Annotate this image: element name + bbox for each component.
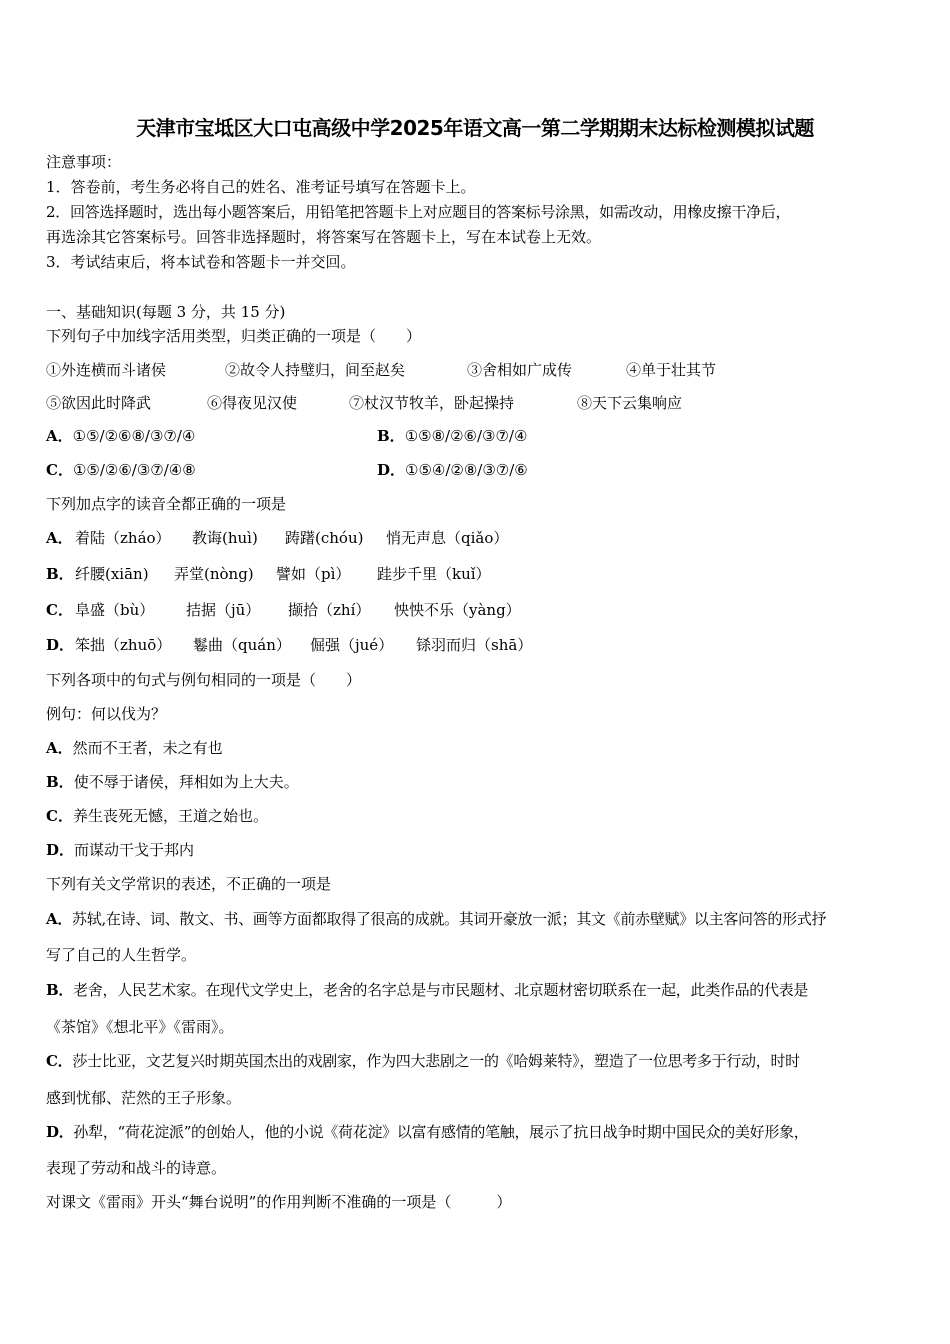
option-label: B．: [46, 981, 74, 999]
question-3-stem: 下列各项中的句式与例句相同的一项是（ ）: [46, 671, 362, 689]
q2-option-a-word: 悄无声息（qiǎo）: [386, 529, 509, 547]
option-label: B．: [46, 773, 74, 791]
notice-item-1: 1．答卷前，考生务必将自己的姓名、准考证号填写在答题卡上。: [46, 178, 476, 196]
option-label: A．: [46, 427, 73, 445]
q2-option-d-label[interactable]: D．: [46, 636, 75, 654]
notice-heading: 注意事项：: [46, 153, 122, 171]
q4-option-d-cont: 表现了劳动和战斗的诗意。: [46, 1159, 227, 1177]
q4-option-b-cont: 《茶馆》《想北平》《雷雨》。: [46, 1018, 234, 1036]
q2-option-b-word: 纤腰(xiān): [75, 565, 149, 583]
q2-option-c-word: 怏怏不乐（yàng）: [394, 601, 521, 619]
notice-item-2-line-2: 再选涂其它答案标号。回答非选择题时，将答案写在答题卡上，写在本试卷上无效。: [46, 228, 602, 246]
q3-option-c[interactable]: [46, 806, 268, 826]
option-text: ①⑤/②⑥⑧/③⑦/④: [72, 427, 196, 445]
q2-option-a-word: 踌躇(chóu): [285, 529, 364, 547]
q4-option-a-cont: 写了自己的人生哲学。: [46, 946, 197, 964]
question-4-stem: 下列有关文学常识的表述，不正确的一项是: [46, 875, 332, 893]
question-5-stem: 对课文《雷雨》开头“舞台说明”的作用判断不准确的一项是（ ）: [46, 1193, 512, 1211]
q2-option-a-label[interactable]: A．: [46, 529, 73, 547]
q1-option-d[interactable]: [377, 460, 528, 480]
q1-item: ⑧天下云集响应: [577, 394, 683, 412]
option-label: C．: [46, 461, 73, 479]
option-label: C．: [46, 807, 73, 825]
option-text: ①⑤⑧/②⑥/③⑦/④: [404, 427, 528, 445]
q1-item: ①外连横而斗诸侯: [46, 361, 167, 379]
q2-option-c-word: 阜盛（bù）: [75, 601, 155, 619]
option-text: 孙犁，“荷花淀派”的创始人，他的小说《荷花淀》以富有感情的笔触，展示了抗日战争时期中国民众的美好形象，: [73, 1123, 809, 1141]
q4-option-c[interactable]: [46, 1051, 800, 1071]
notice-item-3: 3．考试结束后，将本试卷和答题卡一并交回。: [46, 253, 356, 271]
q2-option-d-word: 铩羽而归（shā）: [416, 636, 533, 654]
q3-option-a[interactable]: [46, 738, 223, 758]
option-label: C．: [46, 1052, 73, 1070]
option-text: 养生丧死无憾，王道之始也。: [72, 807, 268, 825]
option-text: 而谋动干戈于邦内: [74, 841, 195, 859]
question-3-example: 例句：何以伐为？: [46, 705, 167, 723]
question-2-stem: 下列加点字的读音全都正确的一项是: [46, 495, 287, 513]
q4-option-c-cont: 感到忧郁、茫然的王子形象。: [46, 1089, 242, 1107]
q2-option-d-word: 鬈曲（quán）: [193, 636, 291, 654]
q1-item: ⑦杖汉节牧羊，卧起操持: [349, 394, 515, 412]
q2-option-c-label[interactable]: C．: [46, 601, 73, 619]
q2-option-b-word: 跬步千里（kuǐ）: [377, 565, 491, 583]
q1-item: ⑤欲因此时降武: [46, 394, 152, 412]
option-label: A．: [46, 910, 73, 928]
option-text: 苏轼,在诗、词、散文、书、画等方面都取得了很高的成就。其词开豪放一派；其文《前赤壁赋》以主客问答的形式抒: [72, 910, 827, 928]
q2-option-b-word: 弄堂(nòng): [174, 565, 254, 583]
option-text: 使不辱于诸侯，拜相如为上大夫。: [73, 773, 299, 791]
option-text: ①⑤/②⑥/③⑦/④⑧: [72, 461, 196, 479]
option-label: D．: [46, 1123, 74, 1141]
q2-option-d-word: 笨拙（zhuō）: [75, 636, 172, 654]
question-1-stem: 下列句子中加线字活用类型，归类正确的一项是（ ）: [46, 327, 422, 345]
exam-title: 天津市宝坻区大口屯高级中学2025年语文高一第二学期期末达标检测模拟试题: [136, 116, 814, 140]
q1-item: ②故令人持璧归，间至赵矣: [225, 361, 406, 379]
notice-item-2-line-1: 2．回答选择题时，选出每小题答案后，用铅笔把答题卡上对应题目的答案标号涂黑，如需改动，用橡皮擦干净后，: [46, 203, 791, 221]
option-label: D．: [377, 461, 406, 479]
q2-option-d-word: 倔强（jué）: [310, 636, 394, 654]
option-text: 莎士比亚，文艺复兴时期英国杰出的戏剧家，作为四大悲剧之一的《哈姆莱特》，塑造了一位思考多于行动，时时: [72, 1052, 800, 1070]
q4-option-a[interactable]: [46, 909, 826, 929]
q3-option-b[interactable]: [46, 772, 299, 792]
option-text: 然而不王者，未之有也: [72, 739, 223, 757]
option-text: ①⑤④/②⑧/③⑦/⑥: [405, 461, 528, 479]
q2-option-c-word: 撷拾（zhí）: [288, 601, 371, 619]
q2-option-c-word: 拮据（jū）: [186, 601, 261, 619]
q1-option-c[interactable]: [46, 460, 196, 480]
option-text: 老舍，人民艺术家。在现代文学史上，老舍的名字总是与市民题材、北京题材密切联系在一起，此类作品的代表是: [73, 981, 809, 999]
section-heading: 一、基础知识(每题 3 分，共 15 分): [46, 303, 286, 321]
q1-item: ④单于壮其节: [626, 361, 717, 379]
q1-item: ⑥得夜见汉使: [207, 394, 298, 412]
option-label: D．: [46, 841, 75, 859]
q1-option-a[interactable]: [46, 426, 195, 446]
option-label: A．: [46, 739, 73, 757]
q4-option-d[interactable]: [46, 1122, 808, 1142]
q1-option-b[interactable]: [377, 426, 527, 446]
q4-option-b[interactable]: [46, 980, 808, 1000]
q2-option-a-word: 教诲(huì): [192, 529, 258, 547]
q2-option-b-label[interactable]: B．: [46, 565, 74, 583]
q2-option-b-word: 譬如（pì）: [276, 565, 351, 583]
q1-item: ③舍相如广成传: [467, 361, 573, 379]
q3-option-d[interactable]: [46, 840, 194, 860]
option-label: B．: [377, 427, 405, 445]
q2-option-a-word: 着陆（zháo）: [75, 529, 171, 547]
